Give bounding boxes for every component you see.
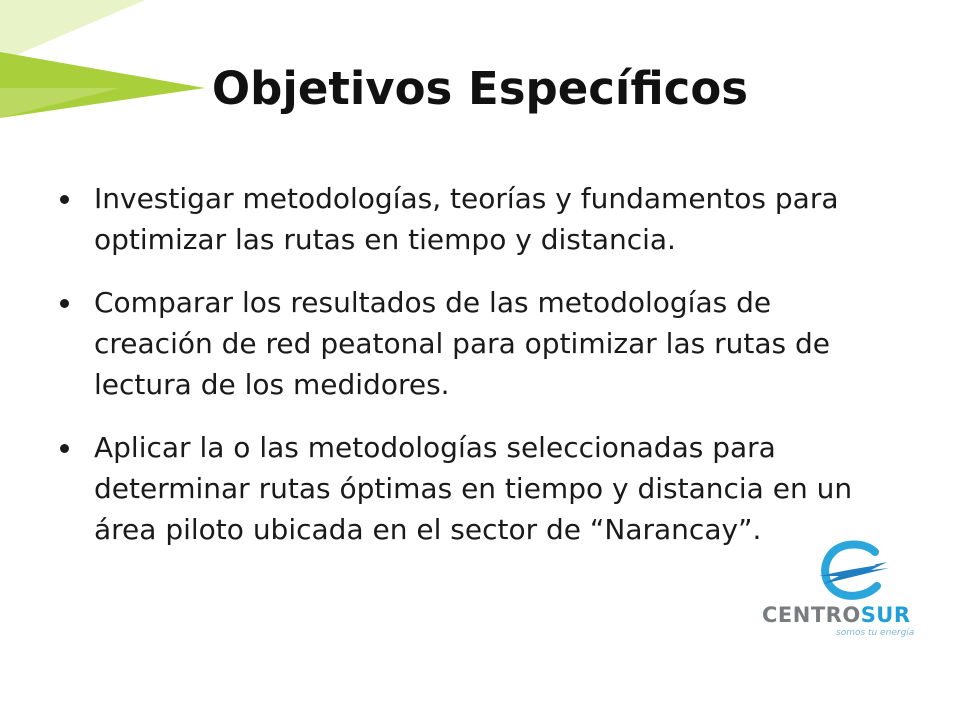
bullet-dot-icon [60, 195, 69, 204]
bullet-item [56, 427, 886, 550]
logo-wordmark-centro: CENTRO [762, 603, 861, 627]
centrosur-logo-icon [813, 540, 893, 602]
bullet-item [56, 178, 886, 260]
centrosur-logo [758, 540, 933, 640]
slide-title: Objetivos Específicos [211, 62, 749, 115]
logo-wordmark [762, 603, 930, 627]
logo-wordmark-sur: SUR [860, 603, 911, 627]
bullet-text: Aplicar la o las metodologías seleccionadas para determinar rutas óptimas en tiempo y distancia en un área piloto ubicada en el sector de “Narancay”. [94, 431, 853, 546]
bullet-text: Investigar metodologías, teorías y fundamentos para optimizar las rutas en tiempo y distancia. [94, 182, 839, 256]
bullet-item [56, 282, 886, 405]
logo-tagline: somos tu energía [836, 628, 915, 638]
bullet-dot-icon [60, 444, 69, 453]
bullet-list [56, 178, 886, 572]
bullet-dot-icon [60, 299, 69, 308]
bullet-text: Comparar los resultados de las metodologías de creación de red peatonal para optimizar las rutas de lectura de los medidores. [94, 286, 830, 401]
